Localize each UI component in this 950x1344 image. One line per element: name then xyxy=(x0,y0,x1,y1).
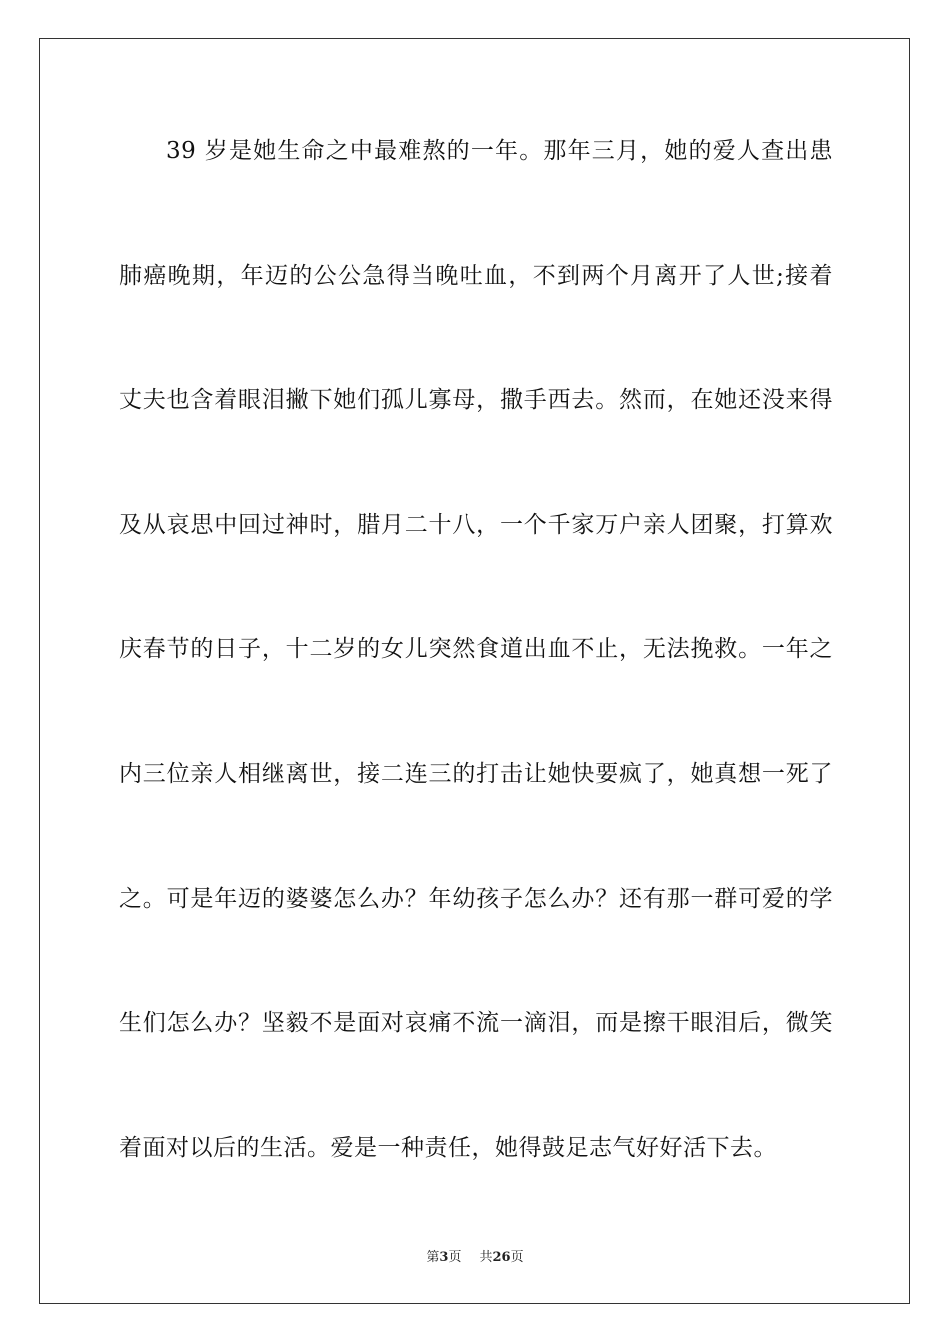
paragraph-line: 庆春节的日子，十二岁的女儿突然食道出血不止，无法挽救。一年之 xyxy=(119,636,833,663)
paragraph-line: 39 岁是她生命之中最难熬的一年。那年三月，她的爱人查出患 xyxy=(166,138,833,164)
page-suffix: 页 xyxy=(448,1250,462,1265)
paragraph-line: 内三位亲人相继离世，接二连三的打击让她快要疯了，她真想一死了 xyxy=(119,760,833,787)
page-number: 3 xyxy=(439,1250,449,1265)
paragraph-line: 着面对以后的生活。爱是一种责任，她得鼓足志气好好活下去。 xyxy=(119,1134,777,1161)
paragraph-line: 及从哀思中回过神时，腊月二十八，一个千家万户亲人团聚，打算欢 xyxy=(119,511,833,538)
page-footer xyxy=(0,1246,950,1265)
total-prefix: 共 xyxy=(479,1250,493,1265)
paragraph-line: 生们怎么办？坚毅不是面对哀痛不流一滴泪，而是擦干眼泪后，微笑 xyxy=(119,1010,833,1037)
paragraph-line: 丈夫也含着眼泪撇下她们孤儿寡母，撒手西去。然而，在她还没来得 xyxy=(119,387,833,414)
page-prefix: 第 xyxy=(426,1250,440,1265)
body-paragraph xyxy=(119,125,833,1246)
total-suffix: 页 xyxy=(510,1250,524,1265)
paragraph-line: 肺癌晚期，年迈的公公急得当晚吐血，不到两个月离开了人世;接着 xyxy=(119,262,833,289)
paragraph-line: 之。可是年迈的婆婆怎么办？年幼孩子怎么办？还有那一群可爱的学 xyxy=(119,885,833,912)
total-pages: 26 xyxy=(492,1250,511,1265)
